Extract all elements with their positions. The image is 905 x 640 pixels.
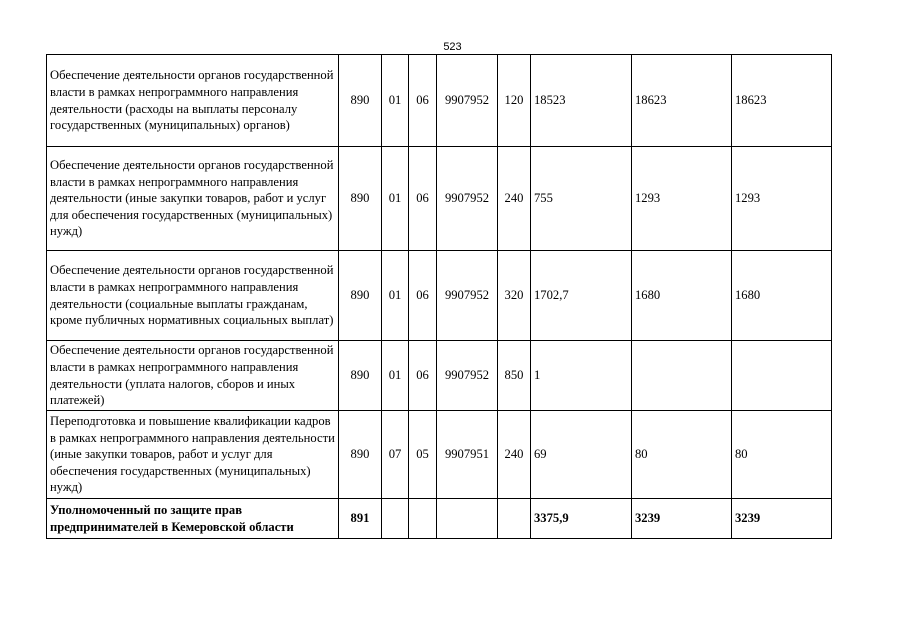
expense-type-code: 120 (498, 55, 531, 147)
page-number: 523 (443, 41, 462, 53)
amount-year-3 (732, 341, 832, 411)
target-code: 9907952 (437, 147, 498, 251)
target-code: 9907952 (437, 341, 498, 411)
amount-year-1: 755 (531, 147, 632, 251)
table-row (47, 341, 832, 411)
ministry-code: 890 (339, 147, 382, 251)
ministry-code: 891 (339, 499, 382, 539)
amount-year-1: 1 (531, 341, 632, 411)
amount-year-3: 18623 (732, 55, 832, 147)
amount-year-3: 1680 (732, 251, 832, 341)
amount-year-2: 18623 (632, 55, 732, 147)
ministry-code: 890 (339, 341, 382, 411)
table-row (47, 147, 832, 251)
subsection-code: 05 (409, 411, 437, 499)
amount-year-1: 1702,7 (531, 251, 632, 341)
section-code: 07 (382, 411, 409, 499)
subsection-code (409, 499, 437, 539)
target-code: 9907952 (437, 251, 498, 341)
amount-year-2: 3239 (632, 499, 732, 539)
target-code (437, 499, 498, 539)
amount-year-3: 80 (732, 411, 832, 499)
expense-type-code: 240 (498, 147, 531, 251)
row-description: Обеспечение деятельности органов государственной власти в рамках непрограммного направления деятельности (расходы на выплаты персоналу государственных (муниципальных) органов) (47, 55, 339, 147)
table-row (47, 55, 832, 147)
section-code: 01 (382, 147, 409, 251)
row-description: Уполномоченный по защите прав предпринимателей в Кемеровской области (47, 499, 339, 539)
expense-type-code: 850 (498, 341, 531, 411)
ministry-code: 890 (339, 55, 382, 147)
row-description: Обеспечение деятельности органов государственной власти в рамках непрограммного направления деятельности (иные закупки товаров, работ и услуг для обеспечения государственных (муниципальных) нужд) (47, 147, 339, 251)
expense-type-code (498, 499, 531, 539)
amount-year-2: 1293 (632, 147, 732, 251)
row-description: Переподготовка и повышение квалификации кадров в рамках непрограммного направления деятельности (иные закупки товаров, работ и услуг для обеспечения государственных (муниципальных) нужд) (47, 411, 339, 499)
amount-year-3: 1293 (732, 147, 832, 251)
section-code: 01 (382, 55, 409, 147)
subsection-code: 06 (409, 341, 437, 411)
ministry-code: 890 (339, 251, 382, 341)
amount-year-3: 3239 (732, 499, 832, 539)
subsection-code: 06 (409, 147, 437, 251)
target-code: 9907951 (437, 411, 498, 499)
section-code (382, 499, 409, 539)
expense-type-code: 240 (498, 411, 531, 499)
row-description: Обеспечение деятельности органов государственной власти в рамках непрограммного направления деятельности (уплата налогов, сборов и иных платежей) (47, 341, 339, 411)
table-row (47, 411, 832, 499)
amount-year-1: 69 (531, 411, 632, 499)
row-description: Обеспечение деятельности органов государственной власти в рамках непрограммного направления деятельности (социальные выплаты гражданам, кроме публичных нормативных социальных выплат) (47, 251, 339, 341)
expense-type-code: 320 (498, 251, 531, 341)
ministry-code: 890 (339, 411, 382, 499)
section-code: 01 (382, 251, 409, 341)
amount-year-1: 3375,9 (531, 499, 632, 539)
subsection-code: 06 (409, 251, 437, 341)
table-row-total (47, 499, 832, 539)
table-row (47, 251, 832, 341)
amount-year-2: 1680 (632, 251, 732, 341)
amount-year-1: 18523 (531, 55, 632, 147)
subsection-code: 06 (409, 55, 437, 147)
budget-table (46, 54, 832, 539)
target-code: 9907952 (437, 55, 498, 147)
amount-year-2: 80 (632, 411, 732, 499)
section-code: 01 (382, 341, 409, 411)
amount-year-2 (632, 341, 732, 411)
